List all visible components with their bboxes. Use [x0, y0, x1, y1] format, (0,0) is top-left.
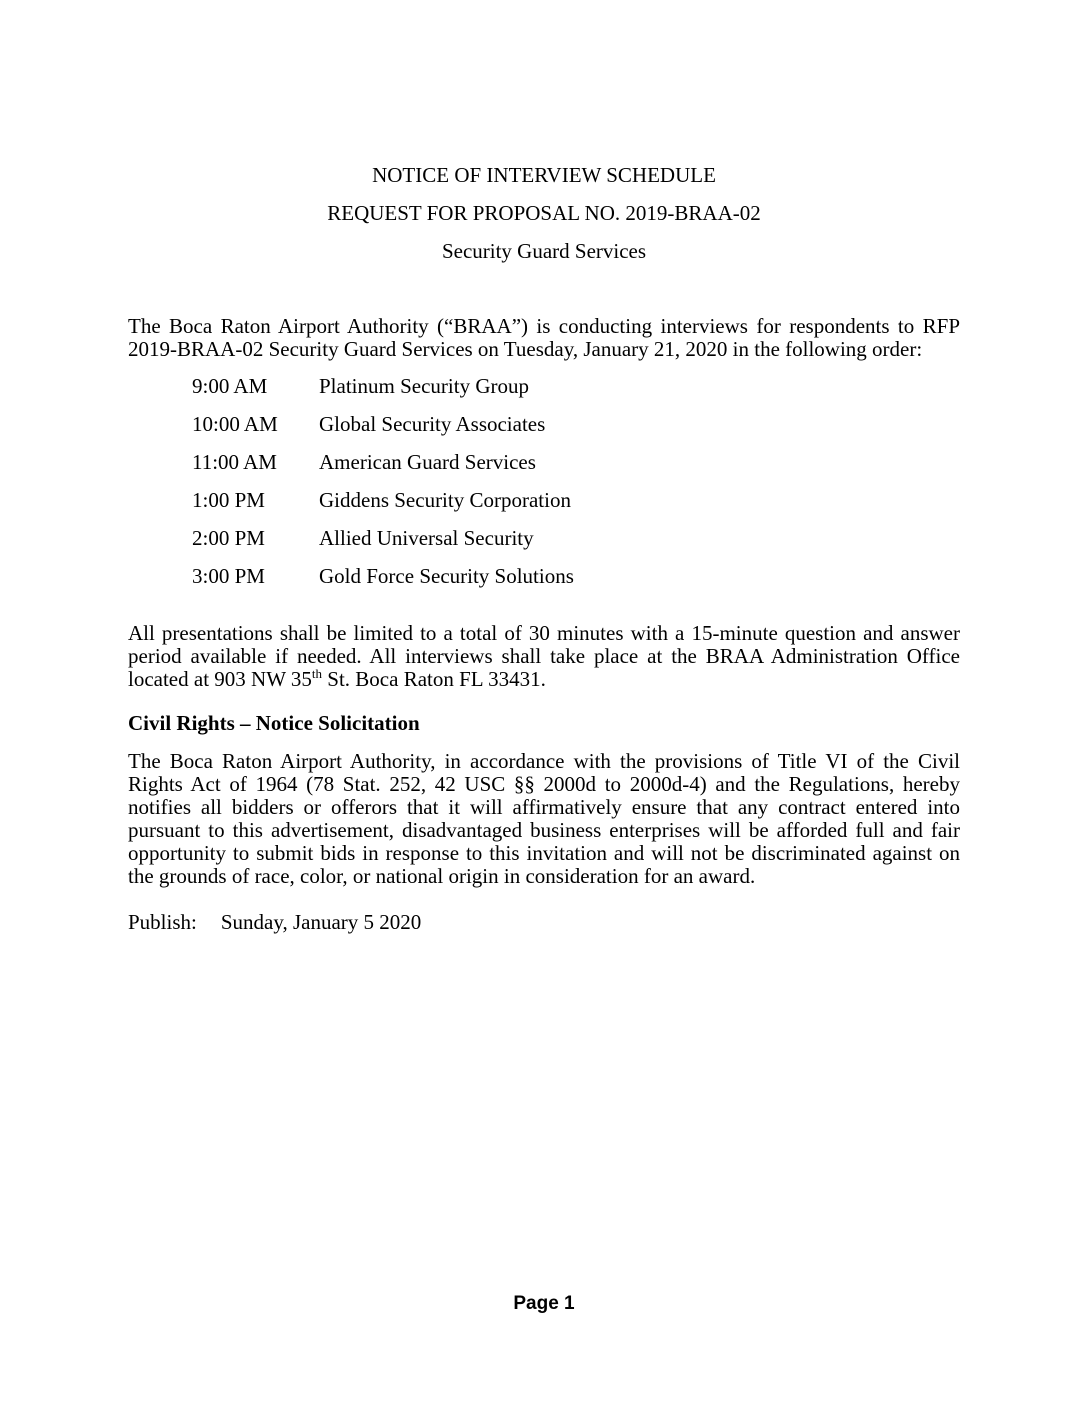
- interview-schedule-list: [128, 375, 960, 588]
- title-notice-of-interview-schedule: NOTICE OF INTERVIEW SCHEDULE: [372, 163, 716, 187]
- title-request-for-proposal: REQUEST FOR PROPOSAL NO. 2019-BRAA-02: [327, 201, 761, 225]
- presentation-note-text: All presentations shall be limited to a total of 30 minutes with a 15-minute question and answer period available if needed. All interviews shall take place at the BRAA Administration Office located at 903 NW 35: [128, 621, 960, 691]
- schedule-time: 3:00 PM: [192, 564, 265, 588]
- schedule-company: American Guard Services: [319, 450, 536, 474]
- schedule-row: [192, 413, 960, 436]
- schedule-row: [192, 451, 960, 474]
- schedule-row: [192, 527, 960, 550]
- schedule-company: Allied Universal Security: [319, 526, 534, 550]
- page-number: Page 1: [513, 1293, 575, 1314]
- schedule-company: Global Security Associates: [319, 412, 546, 436]
- schedule-company: Platinum Security Group: [319, 374, 529, 398]
- schedule-row: [192, 565, 960, 588]
- schedule-company: Gold Force Security Solutions: [319, 564, 574, 588]
- schedule-time: 10:00 AM: [192, 412, 278, 436]
- publish-date: Sunday, January 5 2020: [220, 910, 422, 934]
- publish-line: [128, 911, 960, 934]
- document-header: [128, 0, 960, 263]
- ordinal-superscript: th: [311, 666, 323, 681]
- civil-rights-paragraph: The Boca Raton Airport Authority, in accordance with the provisions of Title VI of the Civil Rights Act of 1964 (78 Stat. 252, 42 USC §§ 2000d to 2000d-4) and the Regulations, hereby notifies all bidders or offerors that it will affirmatively ensure that any contract entered into pursuant to this advertisement, disadvantaged business enterprises will be afforded full and fair opportunity to submit bids in response to this invitation and will not be discriminated against on the grounds of race, color, or national origin in consideration for an award.: [128, 749, 960, 888]
- schedule-row: [192, 489, 960, 512]
- schedule-time: 2:00 PM: [192, 526, 265, 550]
- publish-label: Publish:: [128, 910, 197, 934]
- intro-paragraph: The Boca Raton Airport Authority (“BRAA”) is conducting interviews for respondents to RFP 2019-BRAA-02 Security Guard Services on Tuesday, January 21, 2020 in the following order:: [128, 314, 960, 361]
- presentation-note-paragraph: [128, 622, 960, 691]
- schedule-time: 1:00 PM: [192, 488, 265, 512]
- schedule-time: 11:00 AM: [192, 450, 277, 474]
- schedule-row: [192, 375, 960, 398]
- title-security-guard-services: Security Guard Services: [441, 239, 647, 263]
- civil-rights-heading: Civil Rights – Notice Solicitation: [128, 711, 420, 735]
- schedule-time: 9:00 AM: [192, 374, 268, 398]
- presentation-note-text-tail: St. Boca Raton FL 33431.: [322, 667, 546, 691]
- schedule-company: Giddens Security Corporation: [319, 488, 571, 512]
